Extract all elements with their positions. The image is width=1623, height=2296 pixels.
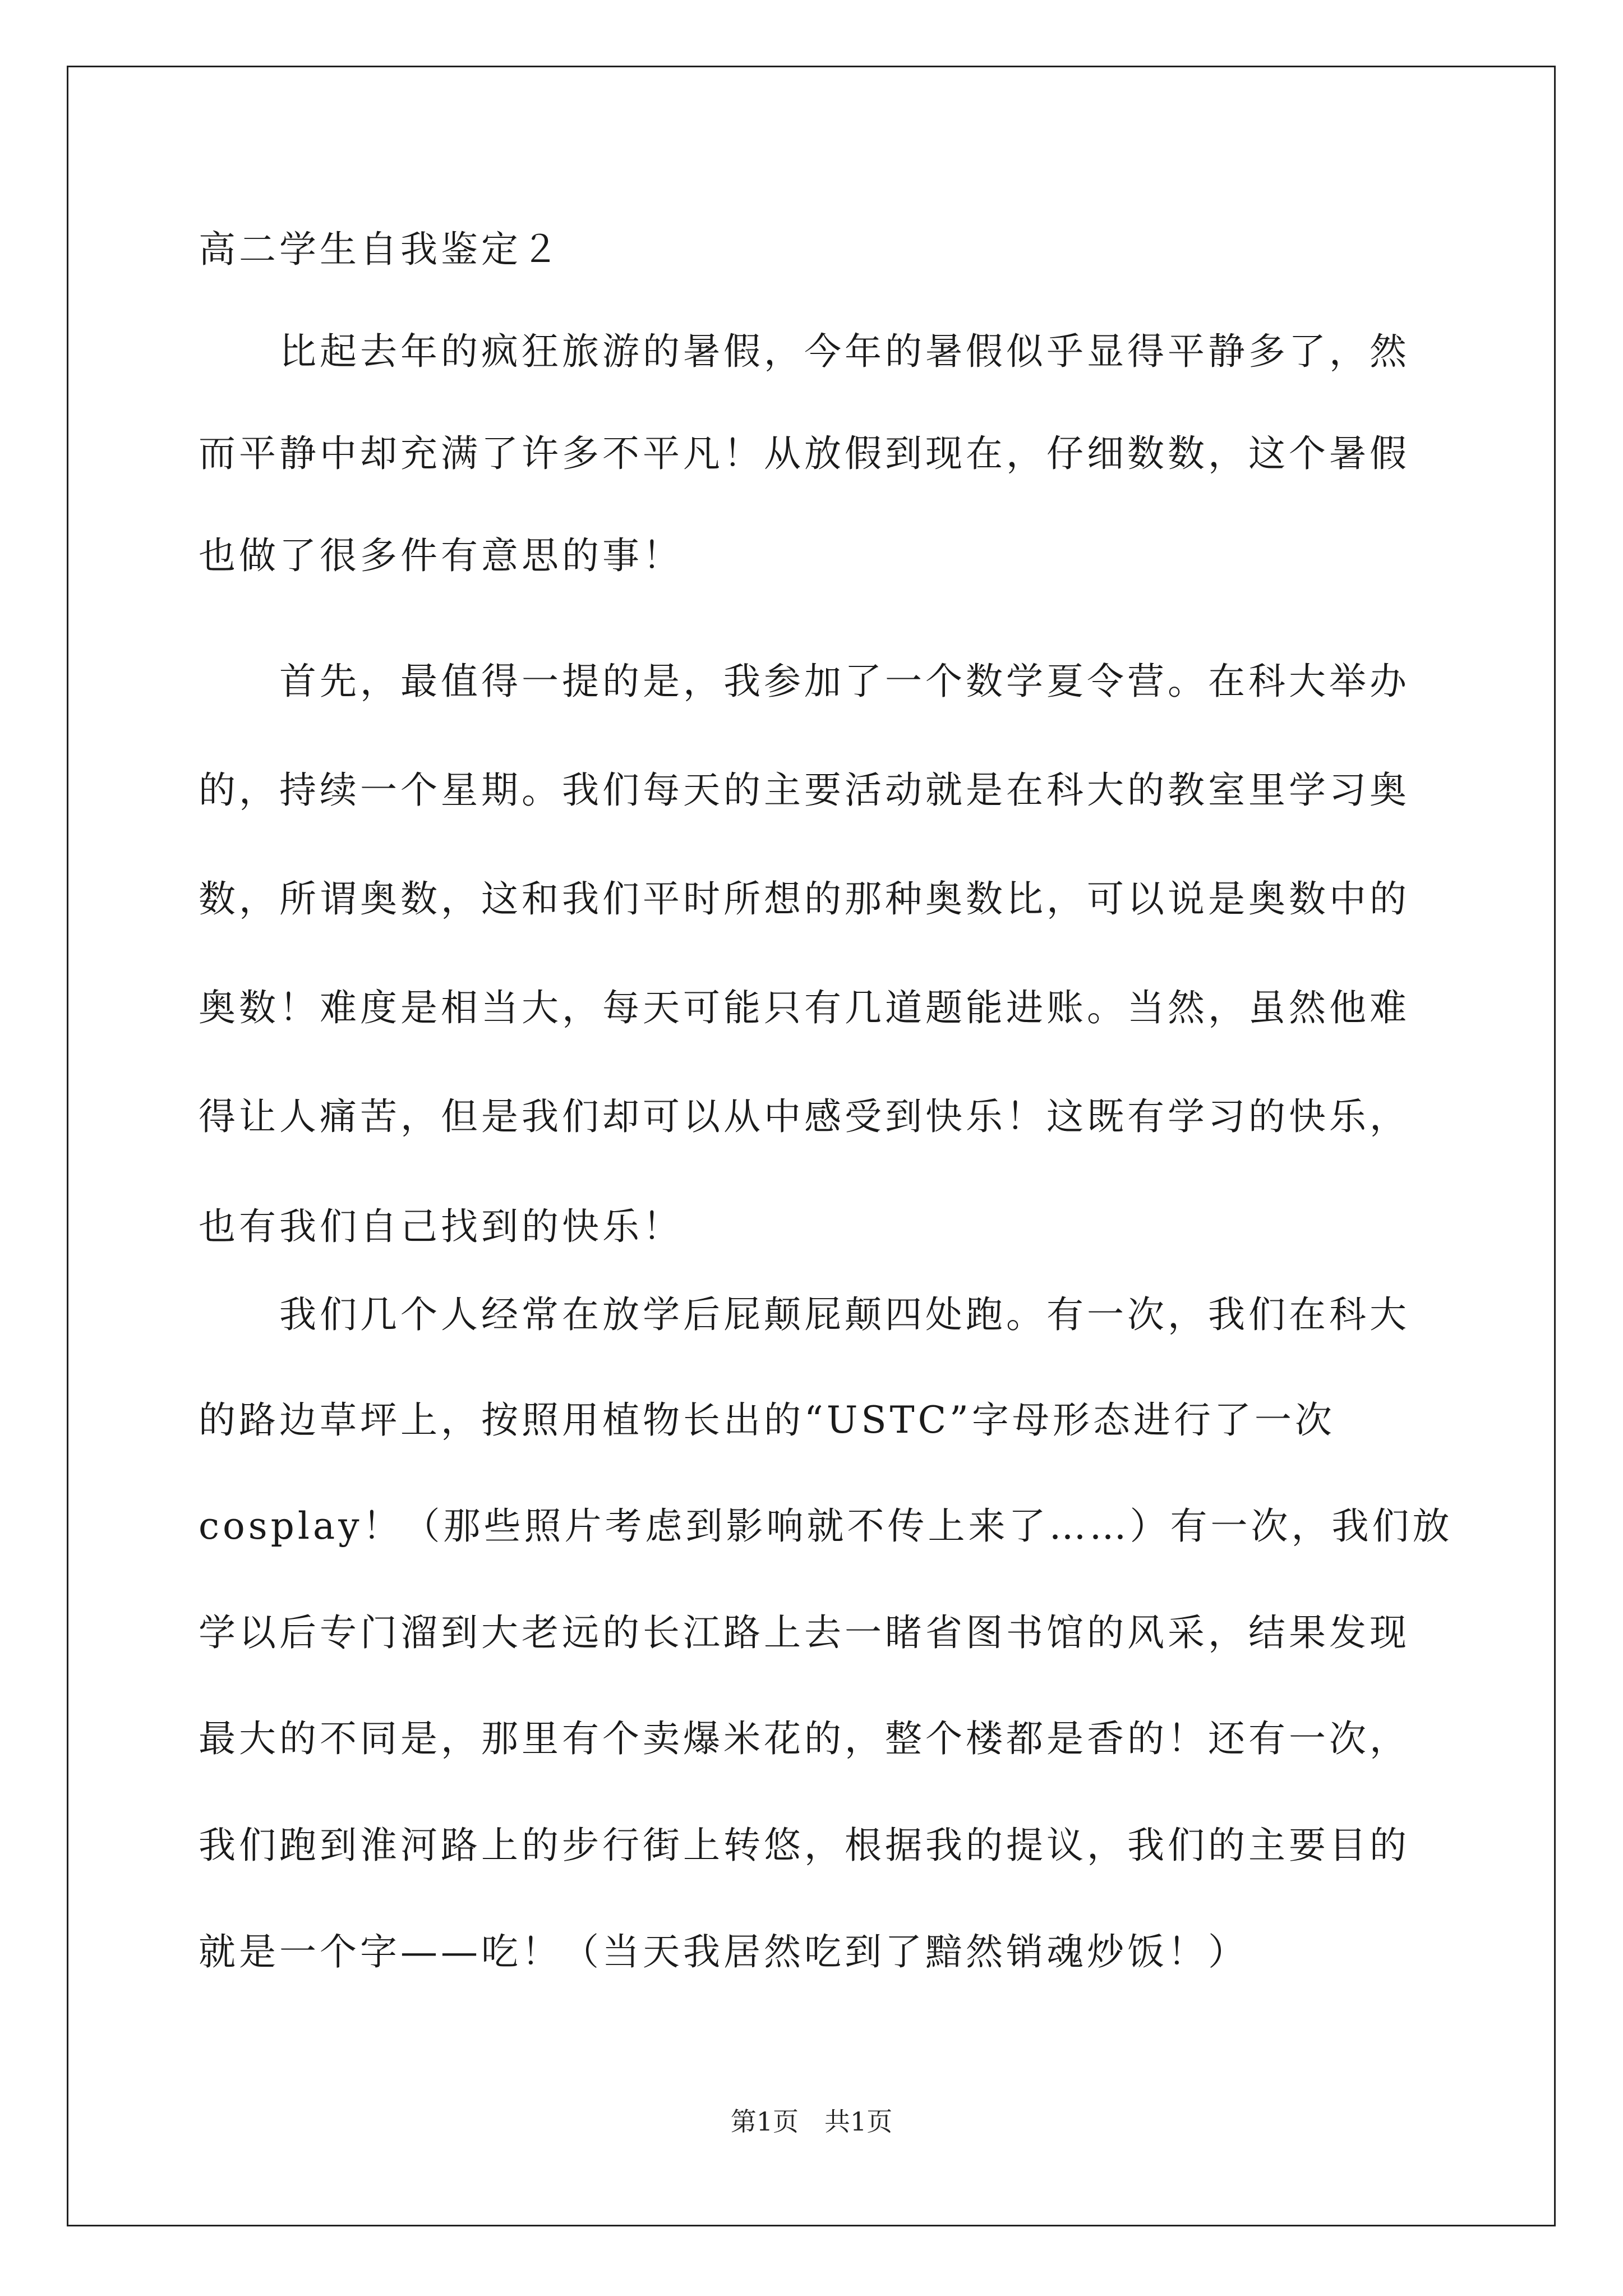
paragraph-line: 而平静中却充满了许多不平凡！从放假到现在，仔细数数，这个暑假 (199, 432, 1410, 475)
paragraph-line: 学以后专门溜到大老远的长江路上去一睹省图书馆的风采，结果发现 (199, 1611, 1410, 1654)
paragraph-line: 比起去年的疯狂旅游的暑假，今年的暑假似乎显得平静多了，然 (199, 330, 1410, 373)
paragraph-line: 最大的不同是，那里有个卖爆米花的，整个楼都是香的！还有一次， (199, 1717, 1410, 1760)
paragraph-line: 也做了很多件有意思的事！ (199, 534, 683, 577)
paragraph-line: 首先，最值得一提的是，我参加了一个数学夏令营。在科大举办 (199, 660, 1410, 703)
page-footer: 第1页 共1页 (730, 2106, 893, 2137)
paragraph-line: 数，所谓奥数，这和我们平时所想的那种奥数比，可以说是奥数中的 (199, 877, 1410, 921)
paragraph-line: 我们几个人经常在放学后屁颠屁颠四处跑。有一次，我们在科大 (199, 1293, 1410, 1336)
paragraph-line: 我们跑到淮河路上的步行街上转悠，根据我的提议，我们的主要目的 (199, 1824, 1410, 1867)
paragraph-line: 就是一个字——吃！（当天我居然吃到了黯然销魂炒饭！） (199, 1930, 1248, 1973)
page-border (67, 66, 1556, 2226)
paragraph-line: 的路边草坪上，按照用植物长出的“USTC”字母形态进行了一次 (199, 1398, 1335, 1442)
paragraph-line: 得让人痛苦，但是我们却可以从中感受到快乐！这既有学习的快乐， (199, 1095, 1410, 1138)
paragraph-line: 奥数！难度是相当大，每天可能只有几道题能进账。当然，虽然他难 (199, 986, 1410, 1029)
document-title: 高二学生自我鉴定２ (199, 228, 562, 271)
paragraph-line: 的，持续一个星期。我们每天的主要活动就是在科大的教室里学习奥 (199, 769, 1410, 812)
paragraph-line: cosplay！（那些照片考虑到影响就不传上来了……）有一次，我们放 (199, 1504, 1453, 1548)
paragraph-line: 也有我们自己找到的快乐！ (199, 1205, 683, 1248)
